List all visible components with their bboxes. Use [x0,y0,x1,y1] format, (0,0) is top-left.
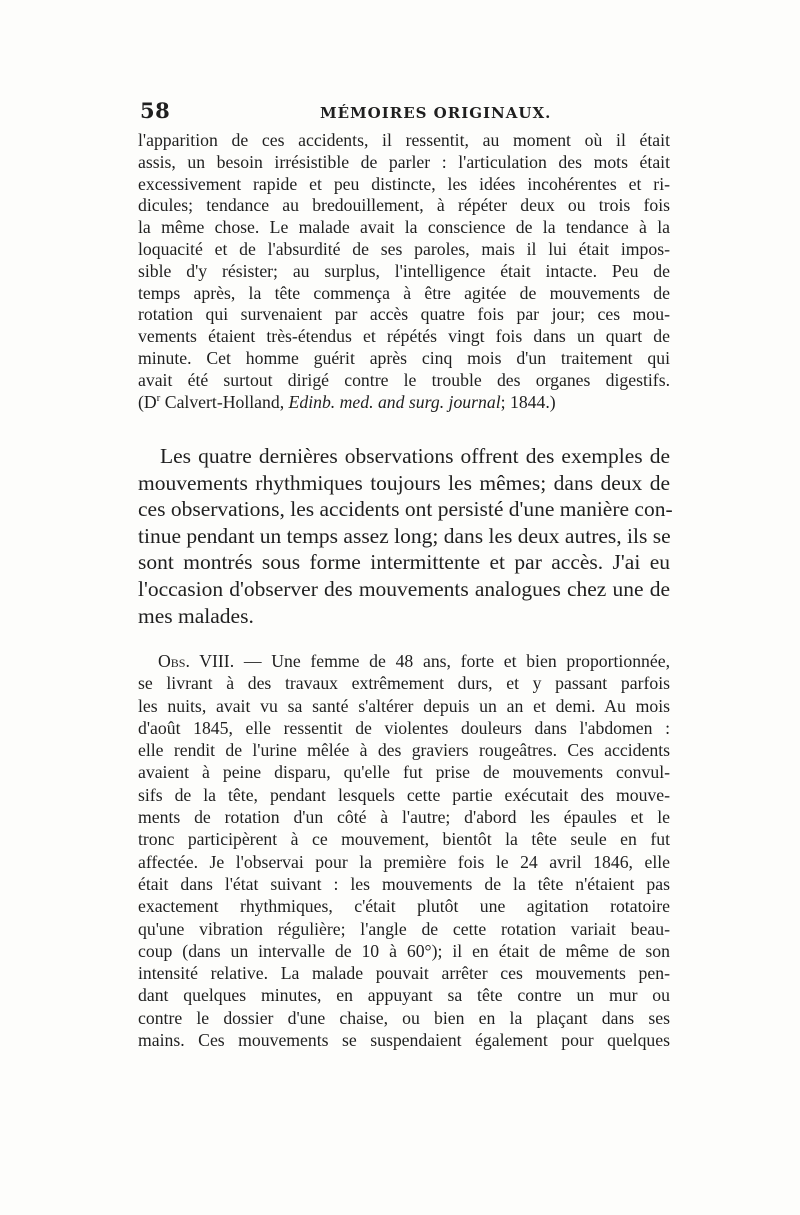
text-line: Les quatre dernières observations offrent des exemples de [160,444,670,468]
text-line: tronc participèrent à ce mouvement, bientôt la tête seule en fut [138,829,670,850]
text-line: loquacité et de l'absurdité de ses paroles, mais il lui était impos- [138,238,670,259]
text-line: avait été surtout dirigé contre le trouble des organes digestifs. [138,369,670,390]
text-line: sifs de la tête, pendant lesquels cette partie exécutait des mouve- [138,784,670,805]
text-line: intensité relative. La malade pouvait arrêter ces mouvements pen- [138,963,670,984]
text-line: minute. Cet homme guérit après cinq mois d'un traitement qui [138,347,670,368]
text-line: dicules; tendance au bredouillement, à répéter deux ou trois fois [138,195,670,216]
running-title: MÉMOIRES ORIGINAUX. [320,104,552,122]
text-line: temps après, la tête commença à être agitée de mouvements de [138,282,670,303]
text-line: mouvements rhythmiques toujours les mêmes; dans deux de [138,470,670,495]
citation-superscript: r [156,391,161,404]
text-line: rotation qui survenaient par accès quatre fois par jour; ces mou- [138,304,670,325]
text-line: elle rendit de l'urine mêlée à des graviers rougeâtres. Ces accidents [138,740,670,761]
text-line: exactement rhythmiques, c'était plutôt une agitation rotatoire [138,896,670,917]
text-line: affectée. Je l'observai pour la première fois le 24 avril 1846, elle [138,851,670,872]
text-line: dant quelques minutes, en appuyant sa tête contre un mur ou [138,985,670,1006]
text-line: sont montrés sous forme intermittente et par accès. J'ai eu [138,550,670,575]
text-line: tinue pendant un temps assez long; dans les deux autres, ils se [138,523,671,548]
observation-paragraph [138,650,670,1051]
text-line: les nuits, avait vu sa santé s'altérer depuis un an et demi. Au mois [138,695,670,716]
text-line: ments de rotation d'un côté à l'autre; d'abord les épaules et le [138,807,670,828]
case-description-paragraph [138,130,670,413]
citation-close: ; 1844.) [500,391,556,412]
text-line: l'apparition de ces accidents, il ressentit, au moment où il était [138,130,670,150]
summary-paragraph [138,443,673,629]
observation-intro: — Une femme de 48 ans, forte et bien proportionnée, [234,651,671,671]
text-line: avaient à peine disparu, qu'elle fut prise de mouvements convul- [138,762,670,783]
running-head [140,98,668,128]
text-line: vements étaient très-étendus et répétés vingt fois dans un quart de [138,326,670,347]
text-line: la même chose. Le malade avait la conscience de la tendance à la [138,217,670,238]
text-line: mains. Ces mouvements se suspendaient également pour quelques [138,1030,670,1051]
text-line: excessivement rapide et peu distincte, les idées incohérentes et ri- [138,173,670,194]
text-line: sible d'y résister; au surplus, l'intelligence était intacte. Peu de [138,260,670,281]
text-line: l'occasion d'observer des mouvements analogues chez une de [138,576,670,601]
text-line: assis, un besoin irrésistible de parler : l'articulation des mots était [138,151,670,172]
page-number: 58 [140,98,171,123]
citation-journal: Edinb. med. and surg. journal [288,391,501,412]
text-line: était dans l'état suivant : les mouvements de la tête n'étaient pas [138,873,670,894]
text-line: contre le dossier d'une chaise, ou bien en la plaçant dans ses [138,1007,670,1028]
citation-author: Calvert-Holland, [160,391,289,412]
observation-label: Obs. VIII. [158,651,235,671]
citation-open: (D [138,391,157,412]
text-line: se livrant à des travaux extrêmement durs, et y passant parfois [138,673,670,694]
citation-line [138,392,670,414]
text-line: mes malades. [138,603,254,628]
text-line: coup (dans un intervalle de 10 à 60°); il en était de même de son [138,940,670,961]
text-line: d'août 1845, elle ressentit de violentes douleurs dans l'abdomen : [138,717,670,738]
text-line: qu'une vibration régulière; l'angle de cette rotation variait beau- [138,918,670,939]
text-line: ces observations, les accidents ont persisté d'une manière con- [138,497,673,522]
observation-first-line [138,650,670,672]
